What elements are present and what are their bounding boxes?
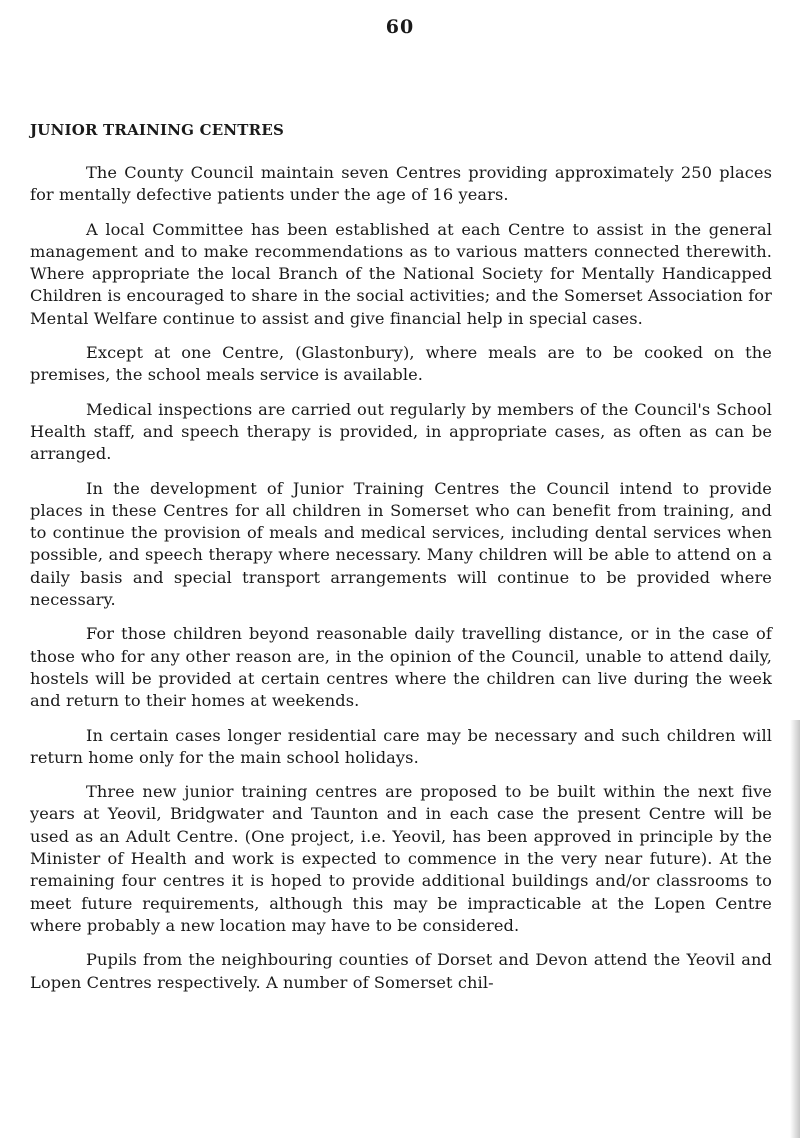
- body-text: [30, 162, 772, 1006]
- paragraph: Pupils from the neighbouring counties of Dorset and Devon attend the Yeovil and Lopen Centres respectively. A number of Somerset chil-: [30, 950, 772, 992]
- paragraph: Except at one Centre, (Glastonbury), where meals are to be cooked on the premises, the school meals service is available.: [30, 343, 772, 385]
- paragraph: Medical inspections are carried out regularly by members of the Council's School Health staff, and speech therapy is provided, in appropriate cases, as often as can be arranged.: [30, 399, 772, 464]
- paragraph: A local Committee has been established at each Centre to assist in the general management and to make recommendations as to various matters connected therewith. Where appropriate the local Branch of the National Society for Mentally Handicapped Children is encouraged to share in the social activities; and the Somerset Association for Mental Welfare continue to assist and give financial help in special cases.: [30, 219, 772, 328]
- paragraph: For those children beyond reasonable daily travelling distance, or in the case of those who for any other reason are, in the opinion of the Council, unable to attend daily, hostels will be provided at certain centres where the children can live during the week and return to their homes at weekends.: [30, 624, 772, 711]
- paragraph: Three new junior training centres are proposed to be built within the next five years at Yeovil, Bridgwater and Taunton and in each case the present Centre will be used as an Adult Centre. (One project, i.e. Yeovil, has been approved in principle by the Minister of Health and work is expected to commence in the very near future). At the remaining four centres it is hoped to provide additional buildings and/or classrooms to meet future requirements, although this may be impracticable at the Lopen Centre where probably a new location may have to be considered.: [30, 782, 772, 935]
- page-number: 60: [385, 16, 415, 38]
- section-heading: JUNIOR TRAINING CENTRES: [30, 121, 284, 139]
- paragraph: In certain cases longer residential care may be necessary and such children will return home only for the main school holidays.: [30, 725, 772, 767]
- paragraph: The County Council maintain seven Centres providing approximately 250 places for mentally defective patients under the age of 16 years.: [30, 163, 772, 205]
- scan-edge-shadow: [790, 720, 800, 1138]
- paragraph: In the development of Junior Training Centres the Council intend to provide places in these Centres for all children in Somerset who can benefit from training, and to continue the provision of meals and medical services, including dental services when possible, and speech therapy where necessary. Many children will be able to attend on a daily basis and special transport arrangements will continue to be provided where necessary.: [30, 478, 772, 610]
